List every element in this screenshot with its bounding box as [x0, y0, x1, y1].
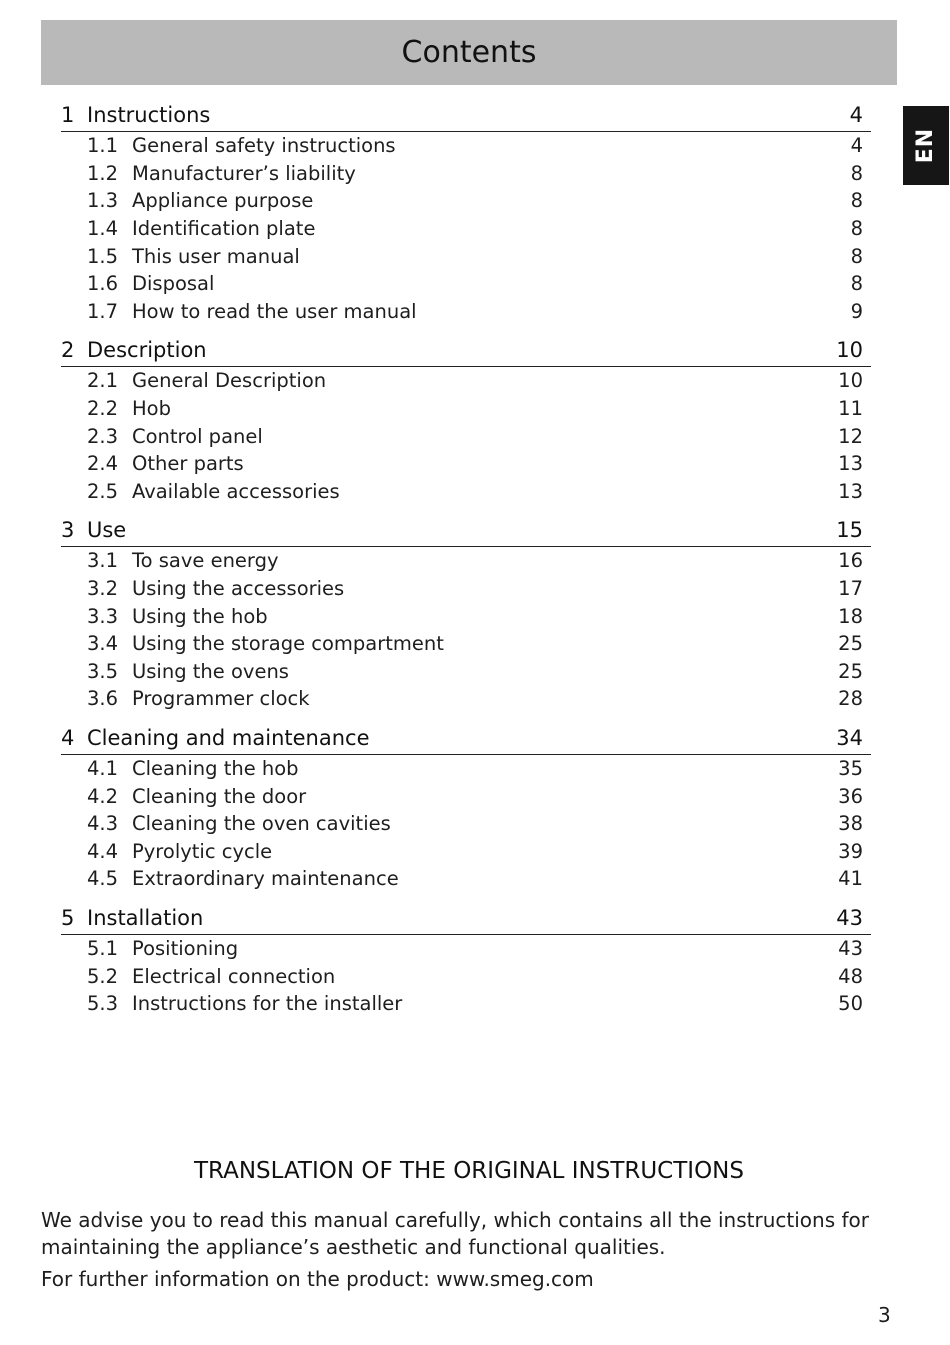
entry-title: Using the accessories — [132, 577, 345, 601]
section-page: 34 — [836, 725, 863, 750]
toc-entry[interactable] — [61, 242, 871, 270]
entry-page: 13 — [838, 452, 863, 476]
toc-entry[interactable] — [61, 935, 871, 963]
section-number: 1 — [61, 103, 75, 127]
entry-page: 9 — [850, 299, 863, 323]
toc-entry[interactable] — [61, 810, 871, 838]
entry-title: Instructions for the installer — [132, 992, 403, 1016]
toc-entry[interactable] — [61, 160, 871, 188]
entry-page: 8 — [850, 217, 863, 241]
toc-entry[interactable] — [61, 547, 871, 575]
toc-entry[interactable] — [61, 187, 871, 215]
language-tab — [903, 106, 949, 185]
toc-entry[interactable] — [61, 782, 871, 810]
entry-number: 1.6 — [87, 272, 119, 296]
entry-number: 2.3 — [87, 424, 119, 448]
section-page: 15 — [836, 518, 863, 543]
entry-number: 1.1 — [87, 134, 119, 158]
toc-entry[interactable] — [61, 422, 871, 450]
entry-title: General Description — [132, 369, 327, 393]
section-page: 43 — [836, 905, 863, 930]
toc-entry[interactable] — [61, 602, 871, 630]
toc-section-heading[interactable] — [61, 334, 871, 367]
entry-number: 1.3 — [87, 189, 119, 213]
entry-number: 3.4 — [87, 632, 119, 656]
entry-number: 5.3 — [87, 992, 119, 1016]
toc-entry[interactable] — [61, 450, 871, 478]
entry-number: 3.6 — [87, 687, 119, 711]
contents-title-bar — [41, 20, 897, 85]
further-info-paragraph: For further information on the product: www.smeg.com — [41, 1267, 594, 1291]
entry-title: Manufacturer’s liability — [132, 161, 356, 185]
toc-entry[interactable] — [61, 395, 871, 423]
entry-number: 4.5 — [87, 867, 119, 891]
section-number: 3 — [61, 518, 75, 543]
toc-entry[interactable] — [61, 990, 871, 1018]
entry-title: Pyrolytic cycle — [132, 839, 273, 863]
toc-entry[interactable] — [61, 132, 871, 160]
entry-number: 5.1 — [87, 936, 119, 960]
toc-entry[interactable] — [61, 215, 871, 243]
entry-page: 43 — [838, 936, 863, 960]
entry-page: 13 — [838, 479, 863, 503]
entry-title: Disposal — [132, 272, 215, 296]
entry-page: 16 — [838, 549, 863, 573]
entry-title: Appliance purpose — [132, 189, 314, 213]
entry-page: 17 — [838, 577, 863, 601]
section-number: 4 — [61, 725, 75, 750]
entry-title: Extraordinary maintenance — [132, 867, 399, 891]
entry-page: 38 — [838, 812, 863, 836]
entry-page: 8 — [850, 161, 863, 185]
entry-number: 2.5 — [87, 479, 119, 503]
entry-page: 28 — [838, 687, 863, 711]
toc-section-heading[interactable] — [61, 99, 871, 132]
table-of-contents — [61, 99, 871, 1026]
toc-entry[interactable] — [61, 478, 871, 506]
toc-entry[interactable] — [61, 837, 871, 865]
entry-page: 39 — [838, 839, 863, 863]
entry-page: 8 — [850, 272, 863, 296]
entry-title: Electrical connection — [132, 964, 336, 988]
entry-page: 11 — [838, 397, 863, 421]
entry-title: Programmer clock — [132, 687, 310, 711]
toc-entry[interactable] — [61, 630, 871, 658]
entry-title: Positioning — [132, 936, 239, 960]
entry-page: 10 — [838, 369, 863, 393]
toc-section-heading[interactable] — [61, 902, 871, 935]
entry-number: 3.2 — [87, 577, 119, 601]
entry-title: Control panel — [132, 424, 263, 448]
entry-title: Cleaning the oven cavities — [132, 812, 391, 836]
entry-number: 2.2 — [87, 397, 119, 421]
entry-page: 36 — [838, 784, 863, 808]
entry-number: 1.5 — [87, 244, 119, 268]
entry-page: 25 — [838, 659, 863, 683]
entry-page: 48 — [838, 964, 863, 988]
entry-title: Cleaning the door — [132, 784, 307, 808]
translation-heading: TRANSLATION OF THE ORIGINAL INSTRUCTIONS — [193, 1158, 744, 1184]
entry-number: 1.4 — [87, 217, 119, 241]
toc-section — [61, 722, 871, 893]
entry-page: 35 — [838, 756, 863, 780]
entry-title: Cleaning the hob — [132, 756, 299, 780]
page-number: 3 — [878, 1303, 891, 1327]
toc-section — [61, 99, 871, 325]
toc-section — [61, 902, 871, 1018]
toc-entry[interactable] — [61, 755, 871, 783]
entry-number: 4.1 — [87, 756, 119, 780]
entry-page: 18 — [838, 604, 863, 628]
entry-number: 4.2 — [87, 784, 119, 808]
toc-entry[interactable] — [61, 685, 871, 713]
entry-title: Using the ovens — [132, 659, 289, 683]
entry-page: 8 — [850, 244, 863, 268]
entry-title: General safety instructions — [132, 134, 396, 158]
entry-number: 3.5 — [87, 659, 119, 683]
entry-title: Using the hob — [132, 604, 268, 628]
entry-title: Identification plate — [132, 217, 316, 241]
entry-page: 50 — [838, 992, 863, 1016]
section-title: Cleaning and maintenance — [87, 725, 370, 750]
toc-entry[interactable] — [61, 270, 871, 298]
section-number: 5 — [61, 905, 75, 930]
entry-page: 25 — [838, 632, 863, 656]
entry-title: This user manual — [132, 244, 300, 268]
entry-number: 2.1 — [87, 369, 119, 393]
toc-section-heading[interactable] — [61, 514, 871, 547]
section-title: Description — [87, 338, 207, 363]
entry-title: Using the storage compartment — [132, 632, 444, 656]
entry-number: 5.2 — [87, 964, 119, 988]
advice-paragraph: We advise you to read this manual carefully, which contains all the instructions for maintaining the appliance’s aesthetic and functional qualities. — [41, 1208, 869, 1259]
entry-title: Hob — [132, 397, 171, 421]
toc-entry[interactable] — [61, 575, 871, 603]
toc-entry[interactable] — [61, 367, 871, 395]
toc-entry[interactable] — [61, 865, 871, 893]
toc-section — [61, 514, 871, 713]
page-title: Contents — [401, 35, 537, 70]
entry-number: 3.1 — [87, 549, 119, 573]
entry-number: 3.3 — [87, 604, 119, 628]
entry-title: To save energy — [132, 549, 279, 573]
section-number: 2 — [61, 338, 75, 363]
entry-number: 4.4 — [87, 839, 119, 863]
section-page: 4 — [849, 103, 863, 127]
toc-entry[interactable] — [61, 658, 871, 686]
section-title: Installation — [87, 905, 204, 930]
section-page: 10 — [836, 338, 863, 363]
entry-number: 1.7 — [87, 299, 119, 323]
footer-text — [41, 1207, 871, 1293]
entry-number: 4.3 — [87, 812, 119, 836]
entry-title: Other parts — [132, 452, 244, 476]
entry-page: 4 — [850, 134, 863, 158]
language-tab-label: EN — [913, 127, 939, 164]
section-title: Use — [87, 518, 127, 543]
toc-section-heading[interactable] — [61, 722, 871, 755]
toc-entry[interactable] — [61, 962, 871, 990]
entry-title: How to read the user manual — [132, 299, 417, 323]
entry-number: 2.4 — [87, 452, 119, 476]
entry-title: Available accessories — [132, 479, 340, 503]
entry-page: 8 — [850, 189, 863, 213]
entry-number: 1.2 — [87, 161, 119, 185]
entry-page: 41 — [838, 867, 863, 891]
entry-page: 12 — [838, 424, 863, 448]
toc-section — [61, 334, 871, 505]
section-title: Instructions — [87, 103, 211, 127]
toc-entry[interactable] — [61, 298, 871, 326]
